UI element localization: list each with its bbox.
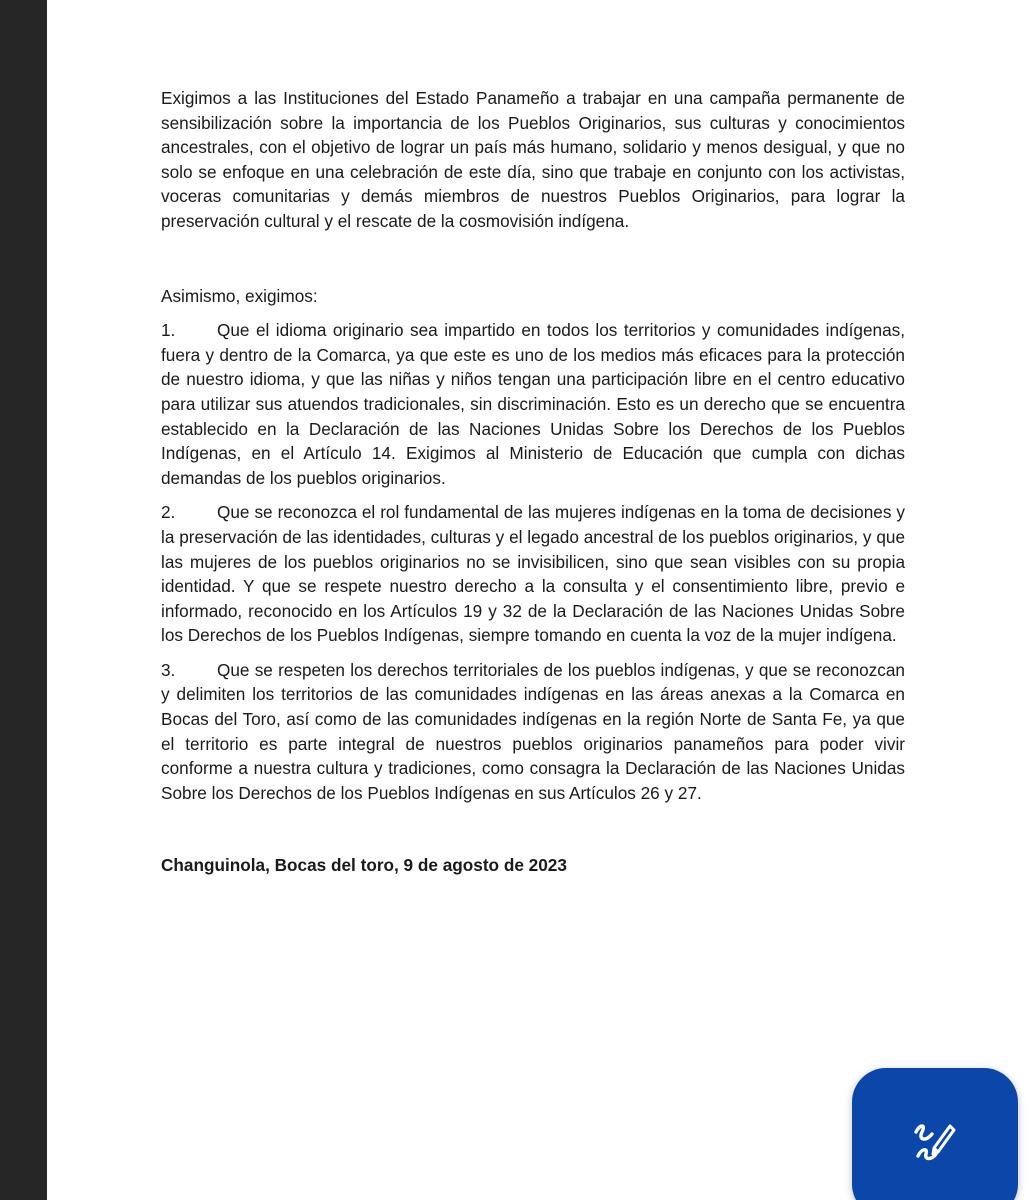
intro-paragraph: Exigimos a las Instituciones del Estado Panameño a trabajar en una campaña permanente de sensibilización sobre la importancia de los Pueblos Originarios, sus culturas y conocimientos ancestrales, con el objetivo de lograr un país más humano, solidario y menos desigual, y que no solo se enfoque en una celebración de este día, sino que trabaje en conjunto con los activistas, voceras comunitarias y demás miembros de nuestros Pueblos Originarios, para lograr la preservación cultural y el rescate de la cosmovisión indígena. — [161, 88, 905, 231]
demand-item-3 — [161, 658, 905, 806]
document-body — [161, 86, 905, 878]
demand-number: 1. — [161, 320, 176, 341]
demand-number: 2. — [161, 502, 176, 523]
viewer-left-gutter — [0, 0, 47, 1200]
demand-text: Que el idioma originario sea impartido en todos los territorios y comunidades indígenas, fuera y dentro de la Comarca, ya que este es uno de los medios más eficaces para la protección de nuestro idioma, y que las niñas y niños tengan una participación libre en el centro educativo para utilizar sus atuendos tradicionales, sin discriminación. Esto es un derecho que se encuentra establecido en la Declaración de las Naciones Unidas Sobre los Derechos de los Pueblos Indígenas, en el Artículo 14. Exigimos al Ministerio de Educación que cumpla con dichas demandas de los pueblos originarios. — [161, 320, 905, 488]
demand-number: 3. — [161, 659, 176, 680]
document-page[interactable] — [47, 0, 1029, 1200]
demands-lead: Asimismo, exigimos: — [161, 285, 318, 306]
pen-scribble-icon — [912, 1118, 958, 1164]
annotate-fab-button[interactable] — [852, 1068, 1018, 1200]
demand-text: Que se respeten los derechos territoriales de los pueblos indígenas, y que se reconozcan y delimiten los territorios de las comunidades indígenas en las áreas anexas a la Comarca en Bocas del Toro, así como de las comunidades indígenas en la región Norte de Santa Fe, ya que el territorio es parte integral de nuestros pueblos originarios panameños para poder vivir conforme a nuestra cultura y tradiciones, como consagra la Declaración de las Naciones Unidas Sobre los Derechos de los Pueblos Indígenas en sus Artículos 26 y 27. — [161, 659, 905, 803]
demand-item-1 — [161, 318, 905, 490]
demand-text: Que se reconozca el rol fundamental de las mujeres indígenas en la toma de decisiones y la preservación de las identidades, culturas y el legado ancestral de los pueblos originarios, y que las mujeres de los pueblos originarios no se invisibilicen, sino que sean visibles con su propia identidad. Y que se respete nuestro derecho a la consulta y el consentimiento libre, previo e informado, reconocido en los Artículos 19 y 32 de la Declaración de las Naciones Unidas Sobre los Derechos de los Pueblos Indígenas, siempre tomando en cuenta la voz de la mujer indígena. — [161, 502, 905, 646]
signature-place-date: Changuinola, Bocas del toro, 9 de agosto de 2023 — [161, 855, 567, 876]
demand-item-2 — [161, 500, 905, 648]
